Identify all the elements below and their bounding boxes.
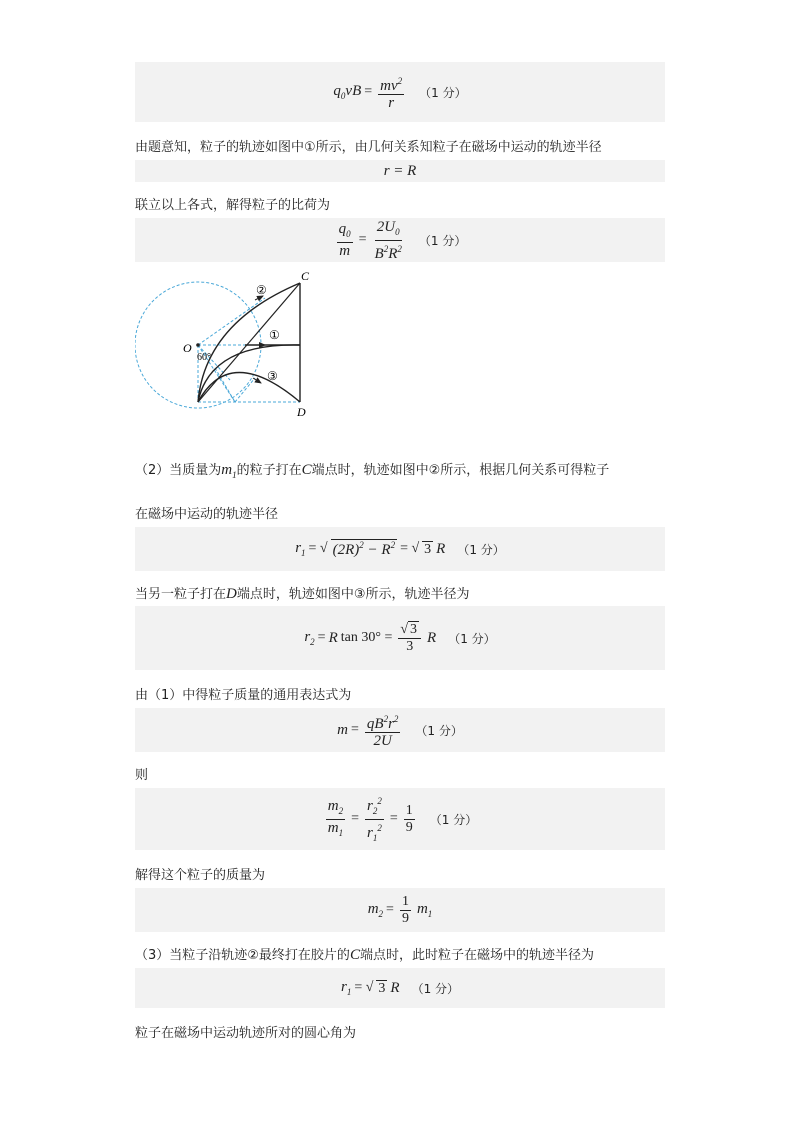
score-label: （1 分） (419, 85, 467, 100)
text-line: 由（1）中得粒子质量的通用表达式为 (135, 688, 352, 703)
trajectory-diagram (135, 268, 325, 418)
text-line-part-3: （3）当粒子沿轨迹②最终打在胶片的C端点时，此时粒子在磁场中的轨迹半径为 (135, 947, 594, 963)
text-line: 则 (135, 768, 149, 783)
equation-charge-mass-ratio: $\frac{q_0}{m}$ = $\frac{2U_0}{B^2R^2}$ (338, 218, 402, 262)
equation-r2: $r_2$ = R tan 30° = $\frac{√ 3}{3}$ R (304, 621, 437, 654)
label-trajectory-3: ③ (267, 369, 278, 383)
score-label: （1 分） (429, 812, 478, 827)
equation-mass: m = $\frac{qB^2r^2}{2U}$ (337, 711, 403, 749)
text-line: 联立以上各式，解得粒子的比荷为 (135, 198, 331, 213)
equation-box-ratio-m (135, 788, 665, 850)
equation-box-radius (135, 160, 665, 182)
score-label: （1 分） (457, 542, 505, 557)
label-D: D (297, 405, 306, 418)
equation-lorentz: $q_0vB$ = $\frac{mv^2}{r}$ (333, 73, 407, 111)
equation-m2: $m_2$ = $\frac{1}{9}$ $m_1$ (367, 893, 433, 926)
text-line: 解得这个粒子的质量为 (135, 868, 266, 883)
equation-box-ratio (135, 218, 665, 262)
score-label: （1 分） (415, 723, 463, 738)
var-D: D (226, 586, 237, 602)
text-line: 在磁场中运动的轨迹半径 (135, 507, 279, 522)
label-trajectory-1: ① (269, 328, 280, 342)
score-label: （1 分） (418, 233, 467, 248)
equation-r1: $r_1$ = √ $(2R)^2 - R^2$ = √ 3 R (295, 540, 446, 558)
equation-r-equals-R: r = R (383, 162, 417, 179)
equation-box-r2 (135, 606, 665, 670)
var-m1: $m_1$ (221, 462, 237, 480)
text-line: 由题意知，粒子的轨迹如图中①所示，由几何关系知粒子在磁场中运动的轨迹半径 (135, 140, 602, 155)
text-line-D: 当另一粒子打在D端点时，轨迹如图中③所示，轨迹半径为 (135, 586, 470, 602)
trajectory-3 (198, 373, 300, 403)
var-C: C (301, 462, 312, 478)
label-C: C (301, 269, 310, 283)
equation-box-m2 (135, 888, 665, 932)
score-label: （1 分） (411, 981, 460, 996)
label-O: O (183, 341, 192, 355)
equation-box-r1-final (135, 968, 665, 1008)
equation-box-mass (135, 708, 665, 752)
score-label: （1 分） (448, 631, 496, 646)
text-line: 粒子在磁场中运动轨迹所对的圆心角为 (135, 1026, 357, 1041)
text-line-part-2: （2）当质量为$m_1$的粒子打在C端点时，轨迹如图中②所示，根据几何关系可得粒子 (135, 462, 610, 480)
equation-box-r1 (135, 527, 665, 571)
equation-mass-ratio: $\frac{m_2}{m_1}$ = $\frac{r_2^2}{r_1^2}$ = $\frac{1}{9}$ (323, 793, 418, 846)
label-angle: 60° (197, 352, 211, 363)
var-C: C (349, 947, 360, 963)
equation-r1-final: $r_1$ = √ 3 R (340, 979, 400, 997)
equation-box-lorentz (135, 62, 665, 122)
label-trajectory-2: ② (256, 283, 267, 297)
